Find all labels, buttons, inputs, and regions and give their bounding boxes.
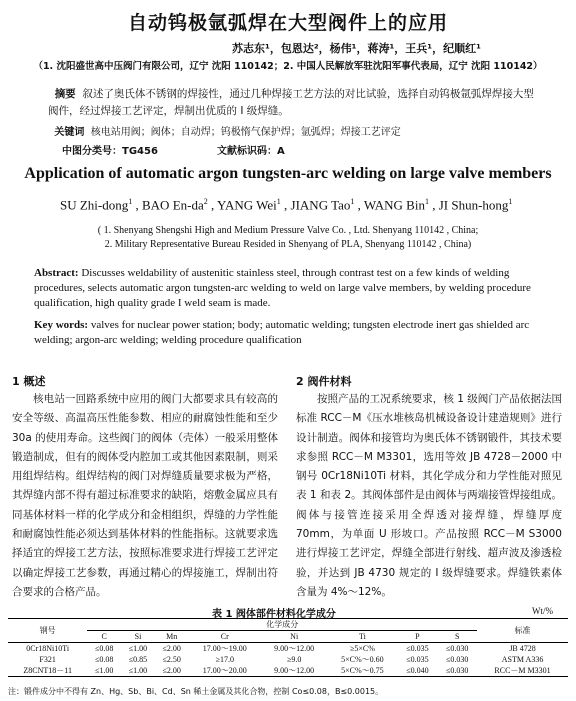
- section2-heading: 2 阀件材料: [296, 375, 352, 388]
- section1-heading: 1 概述: [12, 375, 46, 388]
- affiliation-en: [0, 224, 576, 252]
- section2-paragraph: 按照产品的工况系统要求，核 1 级阀门产品依据法国标准 RCC－M《压水堆核岛机械设备设计建造规则》进行设计制造。阀体和接管均为奥氏体不锈钢锻件，其技术要求参照 RCC－M M3301，选用等效 JB 4728－2000 中钢号 0Cr18Ni10Ti 材料，其化学成分和力学性能对照见表 1 和表 2。其阀体部件是由阀体与两端接管焊接组成。阀体与接管连接采用全焊透对接焊缝，焊缝厚度 70mm，为单面 U 形坡口。产品按照 RCC－M S3000 进行焊接工艺评定，焊缝全部进行射线、超声波及渗透检验，并达到 JB 4730 规定的 I 级焊缝要求。焊缝铁素体含量为 4%～12%。: [296, 393, 562, 598]
- element-header: Mn: [166, 632, 178, 641]
- table-unit: Wt/%: [532, 606, 553, 616]
- classification-number: 中图分类号：TG456: [62, 146, 158, 157]
- element-header: Ni: [290, 632, 299, 641]
- abstract-cn-text: 叙述了奥氏体不锈钢的焊接性，通过几种焊接工艺方法的对比试验，选择自动钨极氩弧焊焊接大型阀件，经过焊接工艺评定，焊制出优质的 I 级焊缝。: [48, 88, 534, 117]
- composition-cell: ≤1.00: [128, 666, 148, 675]
- chemical-composition-table: [8, 618, 568, 677]
- keywords-en-text: valves for nuclear power station; body; automatic welding; tungsten electrode inert gas shielded arc welding; argon-arc welding; welding procedure qualification: [34, 319, 530, 346]
- abstract-cn-label: 摘要: [54, 88, 76, 100]
- composition-cell: ≤0.85: [128, 655, 148, 664]
- col-group-header: 化学成分: [87, 619, 477, 631]
- table-title: 表 1 阀体部件材料化学成分: [212, 609, 336, 620]
- author-affiliation-mark: 2: [203, 197, 208, 206]
- table-row: [8, 654, 568, 665]
- col-standard-header: 标准: [477, 619, 568, 643]
- composition-cell: 9.00～12.00: [274, 666, 315, 675]
- authors-en: SU Zhi-dong$^1$ , BAO $En-da^2$ , YANG Wei$^1$ , JIANG Tao$^1$ , WANG Bin$^1$ , JI Shun-hong$^1$: [60, 197, 513, 213]
- composition-cell: 17.00～20.00: [202, 666, 247, 675]
- keywords-cn-label: 关键词: [54, 127, 85, 138]
- composition-cell: ≤1.00: [128, 644, 148, 653]
- steel-grade-cell: Z8CNT18－11: [23, 666, 72, 675]
- author-en: WANG Bin: [363, 197, 425, 213]
- element-header: Si: [134, 632, 142, 641]
- keywords-en: [34, 318, 544, 348]
- composition-cell: ≤2.00: [162, 666, 181, 675]
- section1-paragraph: 核电站一回路系统中应用的阀门大都要求具有较高的安全等级、高温高压性能参数、相应的耐腐蚀性能和至少 30a 的使用寿命。这些阀门的阀体（壳体）一般采用整体锻造制成，但有的阀体受内腔加工或其他因素限制，则采用组焊结构。组焊结构的阀门对焊缝质量要求极为严格，其焊缝内部不得有超过标准要求的缺陷，熔敷金属应具有同基体材料一样的化学成分和金相组织，焊缝的力学性能和耐腐蚀性能必须达到基体材料的性能指标。这就要求选择适宜的焊接工艺方法，按照标准要求进行焊接工艺评定以确定焊接工艺参数，再通过精心的焊接施工，焊制出符合要求的合格产品。: [12, 393, 278, 598]
- affiliation-en-1: ( 1. Shenyang Shengshi High and Medium Pressure Valve Co. , Ltd. Shenyang 110142 , China;: [97, 225, 479, 236]
- abstract-en-text: Discusses weldability of austenitic stainless steel, through contrast test on a few kinds of welding procedures, selects automatic argon tungsten-arc welding to weld on large valve members, by welding procedure qualification, high quality grade I weld seam is made.: [34, 267, 531, 309]
- author-affiliation-mark: 1: [350, 197, 355, 206]
- standard-cell: RCC－M M3301: [494, 666, 551, 675]
- composition-cell: ≤1.00: [95, 666, 114, 675]
- keywords-en-label: Key words:: [34, 319, 89, 331]
- article-title-en: Application of automatic argon tungsten-arc welding on large valve members: [24, 165, 552, 182]
- element-header: P: [415, 632, 420, 641]
- abstract-en: [34, 266, 544, 311]
- composition-cell: ≤0.030: [446, 655, 469, 664]
- composition-cell: ≤0.040: [406, 666, 429, 675]
- author-affiliation-mark: 1: [508, 197, 513, 206]
- author-en: BAO En-da: [142, 197, 204, 213]
- composition-cell: 5×C%～0.75: [341, 666, 384, 675]
- table-row: [8, 665, 568, 677]
- composition-cell: 9.00～12.00: [274, 644, 315, 653]
- affiliation-cn: （1. 沈阳盛世高中压阀门有限公司，辽宁 沈阳 110142；2. 中国人民解放军驻沈阳军事代表局，辽宁 沈阳 110142）: [33, 61, 543, 72]
- abstract-cn: [48, 86, 536, 120]
- element-header: Cr: [220, 632, 229, 641]
- author-affiliation-mark: 1: [128, 197, 133, 206]
- section2-body: [296, 390, 562, 602]
- composition-cell: ≤2.00: [162, 644, 181, 653]
- article-title-cn: 自动钨极氩弧焊在大型阀件上的应用: [127, 12, 448, 34]
- steel-grade-cell: F321: [39, 655, 56, 664]
- table-note: 注：锻件成分中不得有 Zn、Hg、Sb、Bi、Cd、Sn 稀土金属及其化合物，控制 Co≤0.08，B≤0.0015。: [8, 687, 384, 696]
- table-row: [8, 643, 568, 655]
- standard-cell: JB 4728: [509, 644, 536, 653]
- composition-cell: ≤0.08: [95, 655, 114, 664]
- authors-cn: 苏志东¹，包恩达²，杨伟¹，蒋涛¹，王兵¹，纪顺红¹: [232, 42, 481, 55]
- col-steel-header: 钢号: [8, 619, 87, 643]
- abstract-en-label: Abstract:: [34, 267, 79, 279]
- document-code: 文献标识码：A: [217, 146, 285, 157]
- composition-cell: 5×C%～0.60: [341, 655, 384, 664]
- composition-cell: ≤0.035: [406, 644, 429, 653]
- author-en: JI Shun-hong: [438, 197, 509, 213]
- composition-cell: ≤0.08: [95, 644, 114, 653]
- composition-cell: ≤0.035: [406, 655, 429, 664]
- composition-cell: ≥5×C%: [349, 644, 375, 653]
- element-header: Ti: [359, 632, 366, 641]
- composition-cell: ≤0.030: [446, 644, 469, 653]
- composition-cell: 17.00～19.00: [202, 644, 247, 653]
- composition-cell: ≥9.0: [286, 655, 302, 664]
- author-en: YANG Wei: [217, 197, 277, 213]
- affiliation-en-2: 2. Military Representative Bureau Resided in Shenyang of PLA, Shenyang 110142 , China): [104, 239, 472, 250]
- author-en: SU Zhi-dong: [60, 197, 129, 213]
- steel-grade-cell: 0Cr18Ni10Ti: [26, 644, 70, 653]
- section1-body: [12, 390, 278, 602]
- keywords-cn: [48, 123, 536, 138]
- composition-cell: ≤0.030: [446, 666, 469, 675]
- element-header: C: [101, 632, 107, 641]
- composition-cell: ≤2.50: [162, 655, 181, 664]
- keywords-cn-text: 核电站用阀；阀体；自动焊；钨极惰气保护焊；氩弧焊；焊接工艺评定: [90, 127, 401, 138]
- author-affiliation-mark: 1: [424, 197, 429, 206]
- element-header: S: [454, 632, 460, 641]
- composition-cell: ≥17.0: [215, 655, 234, 664]
- author-affiliation-mark: 1: [276, 197, 281, 206]
- author-en: JIANG Tao: [290, 197, 351, 213]
- standard-cell: ASTM A336: [501, 655, 544, 664]
